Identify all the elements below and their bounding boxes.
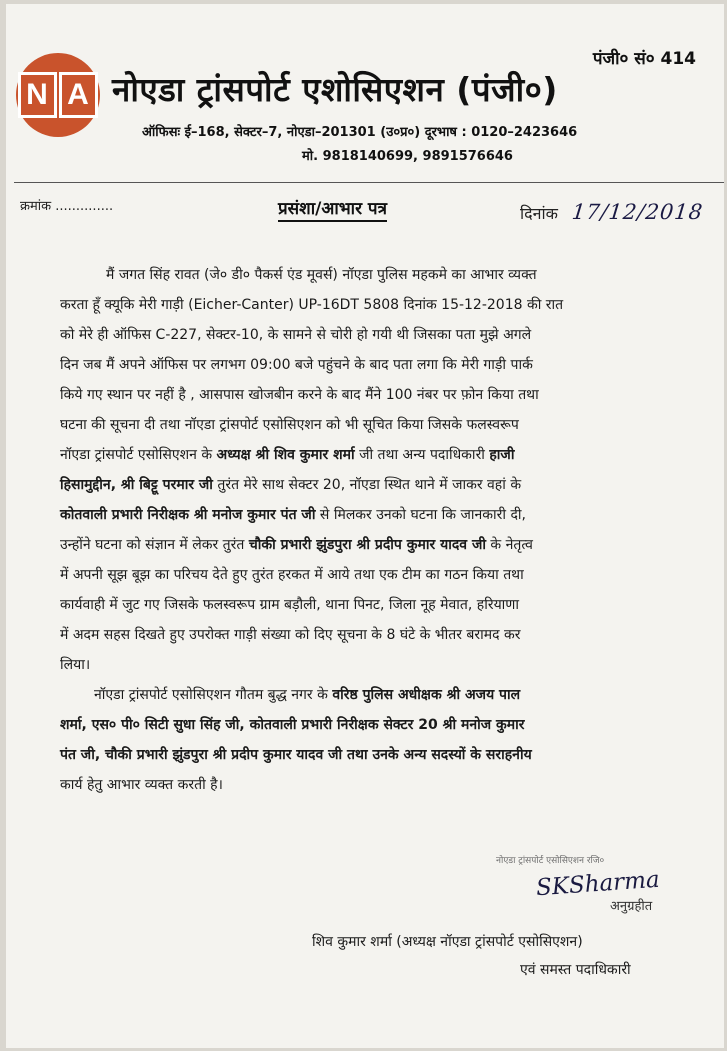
logo-letter-a: A <box>59 72 98 118</box>
body-line: शर्मा, एस० पी० सिटी सुधा सिंह जी, कोतवाली प्रभारी निरीक्षक सेक्टर 20 श्री मनोज कुमार <box>60 717 525 733</box>
body-line: में अपनी सूझ बूझ का परिचय देते हुए तुरंत हरकत में आये तथा एक टीम का गठन किया तथा <box>60 567 524 583</box>
date-label: दिनांक <box>520 204 558 223</box>
body-line: दिन जब मैं अपने ऑफिस पर लगभग 09:00 बजे पहुंचने के बाद पता लगा कि मेरी गाड़ी पार्क <box>60 357 533 373</box>
officials-line: एवं समस्त पदाधिकारी <box>520 962 631 978</box>
body-line: कोतवाली प्रभारी निरीक्षक श्री मनोज कुमार पंत जी से मिलकर उनको घटना कि जानकारी दी, <box>60 507 526 523</box>
association-stamp: नोएडा ट्रांसपोर्ट एसोसिएशन रजि० <box>496 856 605 866</box>
body-line: पंत जी, चौकी प्रभारी झुंडपुरा श्री प्रदीप कुमार यादव जी तथा उनके अन्य सदस्यों के सराहनीय <box>60 747 532 763</box>
letter-heading: प्रसंशा/आभार पत्र <box>278 196 387 222</box>
body-line: नॉएडा ट्रांसपोर्ट एसोसिएशन गौतम बुद्ध नगर के वरिष्ठ पुलिस अधीक्षक श्री अजय पाल <box>94 687 521 703</box>
header-divider <box>14 182 724 183</box>
body-line: में अदम सहस दिखते हुए उपरोक्त गाड़ी संख्या को दिए सूचना के 8 घंटे के भीतर बरामद कर <box>60 627 521 643</box>
logo-letter-n: N <box>18 72 57 118</box>
body-line: करता हूँ क्यूकि मेरी गाड़ी (Eicher-Canter) UP-16DT 5808 दिनांक 15-12-2018 की रात <box>60 297 564 313</box>
body-line: नॉएडा ट्रांसपोर्ट एसोसिएशन के अध्यक्ष श्री शिव कुमार शर्मा जी तथा अन्य पदाधिकारी हाजी <box>60 447 515 463</box>
body-line: हिसामुद्दीन, श्री बिट्टू परमार जी तुरंत मेरे साथ सेक्टर 20, नॉएडा स्थित थाने में जाकर वहां के <box>60 477 522 493</box>
na-logo <box>16 53 100 137</box>
letter-sheet <box>6 4 724 1048</box>
date-handwritten: 17/12/2018 <box>570 200 705 224</box>
organization-name: नोएडा ट्रांसपोर्ट एशोसिएशन (पंजी०) <box>112 70 558 109</box>
body-line: मैं जगत सिंह रावत (जे० डी० पैकर्स एंड मूवर्स) नॉएडा पुलिस महकमे का आभार व्यक्त <box>106 267 537 283</box>
office-address: ऑफिसः ई–168, सेक्टर–7, नोएडा–201301 (उ०प्र०) दूरभाष : 0120–2423646 <box>142 125 578 140</box>
body-line: कार्य हेतु आभार व्यक्त करती है। <box>60 777 223 793</box>
kramank-field: क्रमांक .............. <box>20 199 114 214</box>
letter-body <box>60 260 686 800</box>
body-line: को मेरे ही ऑफिस C-227, सेक्टर-10, के सामने से चोरी हो गयी थी जिसका पता मुझे अगले <box>60 327 532 343</box>
body-line: कार्यवाही में जुट गए जिसके फलस्वरूप ग्राम बड़ौली, थाना पिनट, जिला नूह मेवात, हरियाणा <box>60 597 520 613</box>
body-line: किये गए स्थान पर नहीं है , आसपास खोजबीन करने के बाद मैंने 100 नंबर पर फ़ोन किया तथा <box>60 387 539 403</box>
body-line: लिया। <box>60 657 91 673</box>
handwritten-signature: SKSharma <box>535 866 661 902</box>
grateful-label: अनुग्रहीत <box>610 899 653 914</box>
registration-number: पंजी० सं० 414 <box>592 49 696 69</box>
body-line: घटना की सूचना दी तथा नॉएडा ट्रांसपोर्ट एसोसिएशन को भी सूचित किया जिसके फलस्वरूप <box>60 417 519 433</box>
body-line: उन्होंने घटना को संज्ञान में लेकर तुरंत चौकी प्रभारी झुंडपुरा श्री प्रदीप कुमार यादव जी के नेतृत्व <box>60 537 533 553</box>
signer-name: शिव कुमार शर्मा (अध्यक्ष नॉएडा ट्रांसपोर्ट एसोसिएशन) <box>312 934 583 950</box>
mobile-numbers: मो. 9818140699, 9891576646 <box>302 149 513 164</box>
